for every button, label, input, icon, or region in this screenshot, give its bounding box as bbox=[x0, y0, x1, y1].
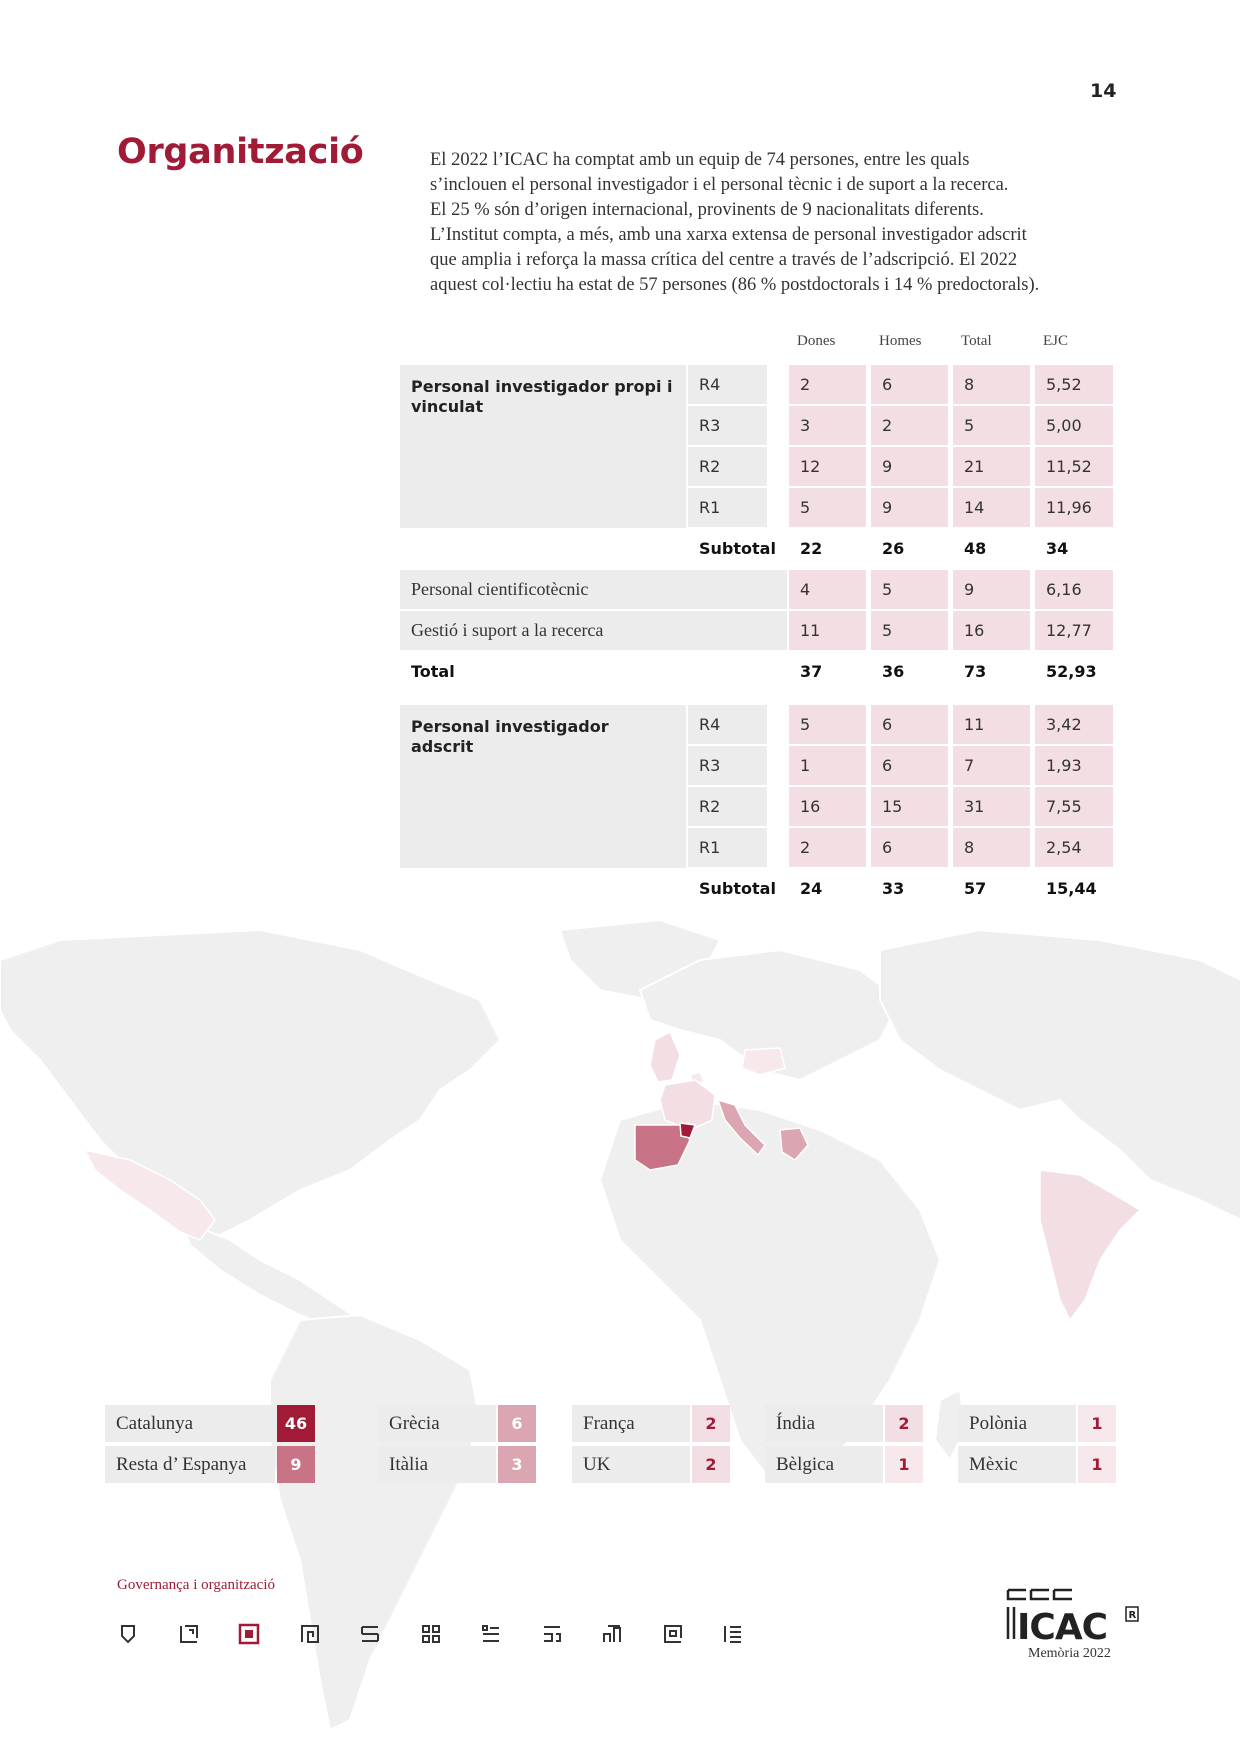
country-name: Índia bbox=[765, 1405, 883, 1442]
country-name: UK bbox=[572, 1446, 690, 1483]
total-cell: 16 bbox=[953, 611, 1030, 650]
dones-cell: 5 bbox=[789, 705, 866, 744]
homes-cell: 9 bbox=[871, 488, 948, 527]
homes-cell: 5 bbox=[871, 611, 948, 650]
dones-cell: 22 bbox=[800, 539, 823, 558]
dones-cell: 3 bbox=[789, 406, 866, 445]
legend-item bbox=[572, 1405, 732, 1442]
ejc-cell: 5,00 bbox=[1035, 406, 1113, 445]
dones-cell: 16 bbox=[789, 787, 866, 826]
logo-text: ICAC bbox=[1017, 1607, 1108, 1645]
logo-badge: R bbox=[1128, 1610, 1137, 1621]
country-count: 46 bbox=[277, 1405, 315, 1442]
ejc-cell: 12,77 bbox=[1035, 611, 1113, 650]
intro-line: El 25 % són d’origen internacional, provinents de 9 nacionalitats diferents. bbox=[430, 200, 984, 220]
total-cell: 5 bbox=[953, 406, 1030, 445]
country-count: 9 bbox=[277, 1446, 315, 1483]
total-cell: 21 bbox=[953, 447, 1030, 486]
dones-cell: 4 bbox=[789, 570, 866, 609]
total-cell: 14 bbox=[953, 488, 1030, 527]
level-cell: R1 bbox=[688, 488, 767, 527]
map-south-america bbox=[270, 1315, 480, 1730]
country-name: Itàlia bbox=[378, 1446, 496, 1483]
subtotal-label: Subtotal bbox=[699, 879, 776, 898]
homes-cell: 9 bbox=[871, 447, 948, 486]
total-cell: 7 bbox=[953, 746, 1030, 785]
legend-item bbox=[105, 1446, 315, 1483]
ejc-cell: 11,52 bbox=[1035, 447, 1113, 486]
dones-cell: 5 bbox=[789, 488, 866, 527]
total-label: Total bbox=[411, 662, 455, 681]
lined-list-icon[interactable] bbox=[721, 1622, 782, 1646]
shield-icon[interactable] bbox=[116, 1622, 177, 1646]
ejc-cell: 34 bbox=[1046, 539, 1069, 558]
country-count: 1 bbox=[885, 1446, 923, 1483]
country-count: 3 bbox=[498, 1446, 536, 1483]
homes-cell: 2 bbox=[871, 406, 948, 445]
level-cell: R3 bbox=[688, 406, 767, 445]
corner-square-icon[interactable] bbox=[177, 1622, 238, 1646]
homes-cell: 5 bbox=[871, 570, 948, 609]
country-name: Bèlgica bbox=[765, 1446, 883, 1483]
country-count: 2 bbox=[692, 1405, 730, 1442]
intro-line: que amplia i reforça la massa crítica del centre a través de l’adscripció. El 2022 bbox=[430, 250, 1018, 270]
legend-group bbox=[958, 1405, 1118, 1483]
header-total: Total bbox=[961, 333, 992, 349]
chapter-nav bbox=[116, 1622, 782, 1646]
level-cell: R2 bbox=[688, 787, 767, 826]
header-dones: Dones bbox=[797, 333, 836, 349]
total-cell: 8 bbox=[953, 365, 1030, 404]
homes-cell: 6 bbox=[871, 365, 948, 404]
country-name: França bbox=[572, 1405, 690, 1442]
map-uk bbox=[650, 1032, 680, 1082]
homes-cell: 36 bbox=[882, 662, 905, 681]
map-north-america bbox=[0, 930, 500, 1240]
homes-cell: 6 bbox=[871, 828, 948, 867]
legend-item bbox=[958, 1405, 1118, 1442]
country-count: 6 bbox=[498, 1405, 536, 1442]
map-india bbox=[1040, 1170, 1140, 1320]
dones-cell: 2 bbox=[789, 365, 866, 404]
country-count: 2 bbox=[692, 1446, 730, 1483]
country-name: Catalunya bbox=[105, 1405, 275, 1442]
country-count: 1 bbox=[1078, 1405, 1116, 1442]
header-homes: Homes bbox=[879, 333, 922, 349]
row-label: Personal cientificotècnic bbox=[400, 570, 787, 609]
legend-item bbox=[765, 1405, 925, 1442]
level-cell: R4 bbox=[688, 705, 767, 744]
ejc-cell: 11,96 bbox=[1035, 488, 1113, 527]
intro-line: aquest col·lectiu ha estat de 57 persones (86 % postdoctorals i 14 % predoctorals). bbox=[430, 275, 1040, 295]
dones-cell: 2 bbox=[789, 828, 866, 867]
legend-group bbox=[105, 1405, 315, 1483]
icac-logo-mark bbox=[1000, 1585, 1140, 1645]
ejc-cell: 15,44 bbox=[1046, 879, 1097, 898]
group-label-adscrit: Personal investigador adscrit bbox=[400, 705, 686, 868]
target-square-icon[interactable] bbox=[237, 1622, 298, 1646]
level-cell: R3 bbox=[688, 746, 767, 785]
row-label: Gestió i suport a la recerca bbox=[400, 611, 787, 650]
total-cell: 31 bbox=[953, 787, 1030, 826]
dones-cell: 37 bbox=[800, 662, 823, 681]
stacked-lines-icon[interactable] bbox=[358, 1622, 419, 1646]
legend-item bbox=[105, 1405, 315, 1442]
intro-paragraph bbox=[430, 148, 1130, 298]
list-lines-icon[interactable] bbox=[479, 1622, 540, 1646]
dones-cell: 24 bbox=[800, 879, 823, 898]
level-cell: R2 bbox=[688, 447, 767, 486]
total-cell: 73 bbox=[964, 662, 987, 681]
total-cell: 8 bbox=[953, 828, 1030, 867]
memoria-label: Memòria 2022 bbox=[1028, 1646, 1111, 1661]
legend-item bbox=[378, 1446, 538, 1483]
intro-line: El 2022 l’ICAC ha comptat amb un equip de 74 persones, entre les quals bbox=[430, 150, 970, 170]
level-cell: R4 bbox=[688, 365, 767, 404]
intro-line: s’inclouen el personal investigador i el personal tècnic i de suport a la recerca. bbox=[430, 175, 1009, 195]
ejc-cell: 5,52 bbox=[1035, 365, 1113, 404]
intro-line: L’Institut compta, a més, amb una xarxa extensa de personal investigador adscrit bbox=[430, 225, 1027, 245]
total-cell: 57 bbox=[964, 879, 987, 898]
country-count: 2 bbox=[885, 1405, 923, 1442]
legend-group bbox=[572, 1405, 732, 1483]
country-name: Grècia bbox=[378, 1405, 496, 1442]
homes-cell: 6 bbox=[871, 746, 948, 785]
country-count: 1 bbox=[1078, 1446, 1116, 1483]
dones-cell: 11 bbox=[789, 611, 866, 650]
legend-group bbox=[765, 1405, 925, 1483]
homes-cell: 26 bbox=[882, 539, 905, 558]
spiral-icon[interactable] bbox=[298, 1622, 359, 1646]
homes-cell: 6 bbox=[871, 705, 948, 744]
total-cell: 48 bbox=[964, 539, 987, 558]
dones-cell: 1 bbox=[789, 746, 866, 785]
page-number: 14 bbox=[1090, 80, 1117, 102]
legend-item bbox=[572, 1446, 732, 1483]
loop-square-icon[interactable] bbox=[661, 1622, 722, 1646]
country-name: Polònia bbox=[958, 1405, 1076, 1442]
legend-group bbox=[378, 1405, 538, 1483]
ejc-cell: 2,54 bbox=[1035, 828, 1113, 867]
ejc-cell: 52,93 bbox=[1046, 662, 1097, 681]
legend-item bbox=[765, 1446, 925, 1483]
header-ejc: EJC bbox=[1043, 333, 1069, 349]
level-cell: R1 bbox=[688, 828, 767, 867]
homes-cell: 33 bbox=[882, 879, 905, 898]
total-cell: 9 bbox=[953, 570, 1030, 609]
ejc-cell: 6,16 bbox=[1035, 570, 1113, 609]
country-name: Mèxic bbox=[958, 1446, 1076, 1483]
ejc-cell: 7,55 bbox=[1035, 787, 1113, 826]
subtotal-label: Subtotal bbox=[699, 539, 776, 558]
ejc-cell: 3,42 bbox=[1035, 705, 1113, 744]
page-title: Organització bbox=[117, 132, 364, 172]
ejc-cell: 1,93 bbox=[1035, 746, 1113, 785]
country-name: Resta d’ Espanya bbox=[105, 1446, 275, 1483]
footer-section-title: Governança i organització bbox=[117, 1577, 275, 1593]
group-label-propi: Personal investigador propi i vinculat bbox=[400, 365, 686, 528]
grid-icon[interactable] bbox=[419, 1622, 480, 1646]
legend-item bbox=[958, 1446, 1118, 1483]
homes-cell: 15 bbox=[871, 787, 948, 826]
map-central-america bbox=[180, 1220, 360, 1330]
total-cell: 11 bbox=[953, 705, 1030, 744]
step-icon[interactable] bbox=[600, 1622, 661, 1646]
dones-cell: 12 bbox=[789, 447, 866, 486]
legend-item bbox=[378, 1405, 538, 1442]
fret-icon[interactable] bbox=[540, 1622, 601, 1646]
